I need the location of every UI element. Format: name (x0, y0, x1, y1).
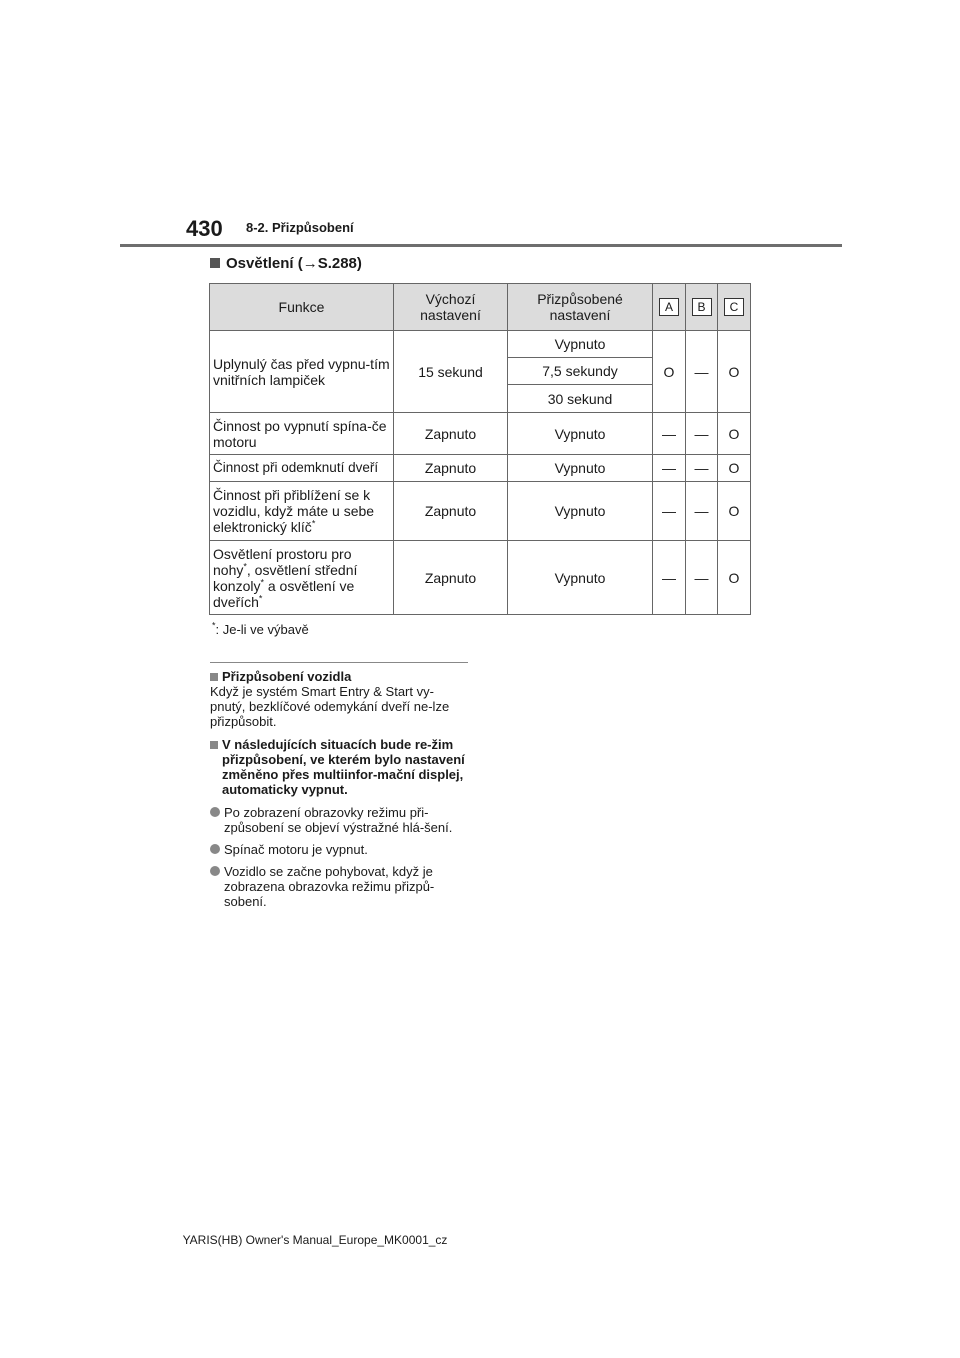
circle-bullet-icon (210, 866, 220, 876)
list-item (210, 805, 468, 835)
letter-b-box: B (692, 298, 712, 316)
function-text: Osvětlení prostoru pro nohy (213, 545, 352, 578)
square-bullet-icon (210, 258, 220, 268)
function-cell: Činnost při odemknutí dveří (210, 455, 394, 482)
footnote-text: : Je-li ve výbavě (215, 622, 309, 637)
note-title (210, 669, 468, 684)
list-item (210, 842, 468, 857)
function-cell: Činnost po vypnutí spína-če motoru (210, 413, 394, 455)
note-body: Když je systém Smart Entry & Start vy-pnutý, bezklíčové odemykání dveří ne-lze přizpůsobit. (210, 684, 450, 729)
function-cell (210, 482, 394, 541)
default-cell: Zapnuto (394, 482, 508, 541)
c-cell: O (718, 331, 751, 413)
a-cell: — (653, 455, 686, 482)
settings-table (209, 283, 751, 615)
b-cell: — (686, 331, 718, 413)
default-cell: 15 sekund (394, 331, 508, 413)
list-item-text: Vozidlo se začne pohybovat, když je zobrazena obrazovka režimu přizpů-sobení. (224, 864, 435, 909)
table-row (210, 541, 751, 615)
custom-cell: Vypnuto (508, 331, 653, 358)
b-cell: — (686, 482, 718, 541)
table-header-row (210, 284, 751, 331)
square-bullet-icon (210, 673, 218, 681)
circle-bullet-icon (210, 844, 220, 854)
list-item-text: Spínač motoru je vypnut. (224, 842, 368, 857)
a-cell: O (653, 331, 686, 413)
custom-cell: 30 sekund (508, 385, 653, 413)
square-bullet-icon (210, 741, 218, 749)
letter-c-box: C (724, 298, 744, 316)
col-header-default: Výchozí nastavení (394, 284, 508, 331)
c-cell: O (718, 541, 751, 615)
function-cell: Uplynulý čas před vypnu-tím vnitřních lampiček (210, 331, 394, 413)
default-cell: Zapnuto (394, 413, 508, 455)
default-cell: Zapnuto (394, 455, 508, 482)
asterisk: * (258, 592, 263, 603)
b-cell: — (686, 455, 718, 482)
function-text: Činnost při přiblížení se k vozidlu, když máte u sebe elektronický klíč (213, 487, 375, 535)
header-rule (120, 244, 842, 247)
c-cell: O (718, 482, 751, 541)
b-cell: — (686, 541, 718, 615)
list-item (210, 864, 468, 909)
a-cell: — (653, 482, 686, 541)
note-title-text: V následujících situacích bude re-žim přizpůsobení, ve kterém bylo nastavení změněno přes multiinfor-mační displej, automaticky vypnut. (222, 737, 465, 797)
circle-bullet-icon (210, 807, 220, 817)
letter-a-box: A (659, 298, 679, 316)
custom-cell: Vypnuto (508, 455, 653, 482)
notes-section (210, 662, 468, 916)
custom-cell: Vypnuto (508, 482, 653, 541)
function-cell (210, 541, 394, 615)
note-title (210, 737, 468, 797)
table-row (210, 482, 751, 541)
c-cell: O (718, 413, 751, 455)
page-footer: YARIS(HB) Owner's Manual_Europe_MK0001_cz (182, 1233, 448, 1247)
asterisk: * (311, 518, 316, 529)
notes-divider (210, 662, 468, 663)
asterisk: * (243, 560, 247, 571)
footnote (212, 622, 309, 637)
table-row (210, 331, 751, 358)
table-row (210, 455, 751, 482)
col-header-b (686, 284, 718, 331)
a-cell: — (653, 541, 686, 615)
col-header-function: Funkce (210, 284, 394, 331)
page-number: 430 (186, 216, 223, 241)
b-cell: — (686, 413, 718, 455)
custom-cell: Vypnuto (508, 541, 653, 615)
note-title-text: Přizpůsobení vozidla (222, 669, 352, 684)
col-header-c (718, 284, 751, 331)
table-row (210, 413, 751, 455)
list-item-text: Po zobrazení obrazovky režimu při-způsobení se objeví výstražné hlá-šení. (224, 805, 453, 835)
a-cell: — (653, 413, 686, 455)
custom-cell: Vypnuto (508, 413, 653, 455)
c-cell: O (718, 455, 751, 482)
custom-cell: 7,5 sekundy (508, 358, 653, 385)
function-text: , osvětlení střední konzoly (213, 561, 358, 594)
asterisk: * (260, 576, 264, 587)
section-heading (210, 255, 362, 272)
col-header-a (653, 284, 686, 331)
default-cell: Zapnuto (394, 541, 508, 615)
section-label: 8-2. Přizpůsobení (246, 220, 354, 235)
col-header-custom: Přizpůsobené nastavení (508, 284, 653, 331)
function-text: a osvětlení ve dveřích (213, 577, 355, 610)
footnote-mark: * (212, 620, 216, 631)
section-heading-text: Osvětlení (→S.288) (226, 255, 362, 272)
